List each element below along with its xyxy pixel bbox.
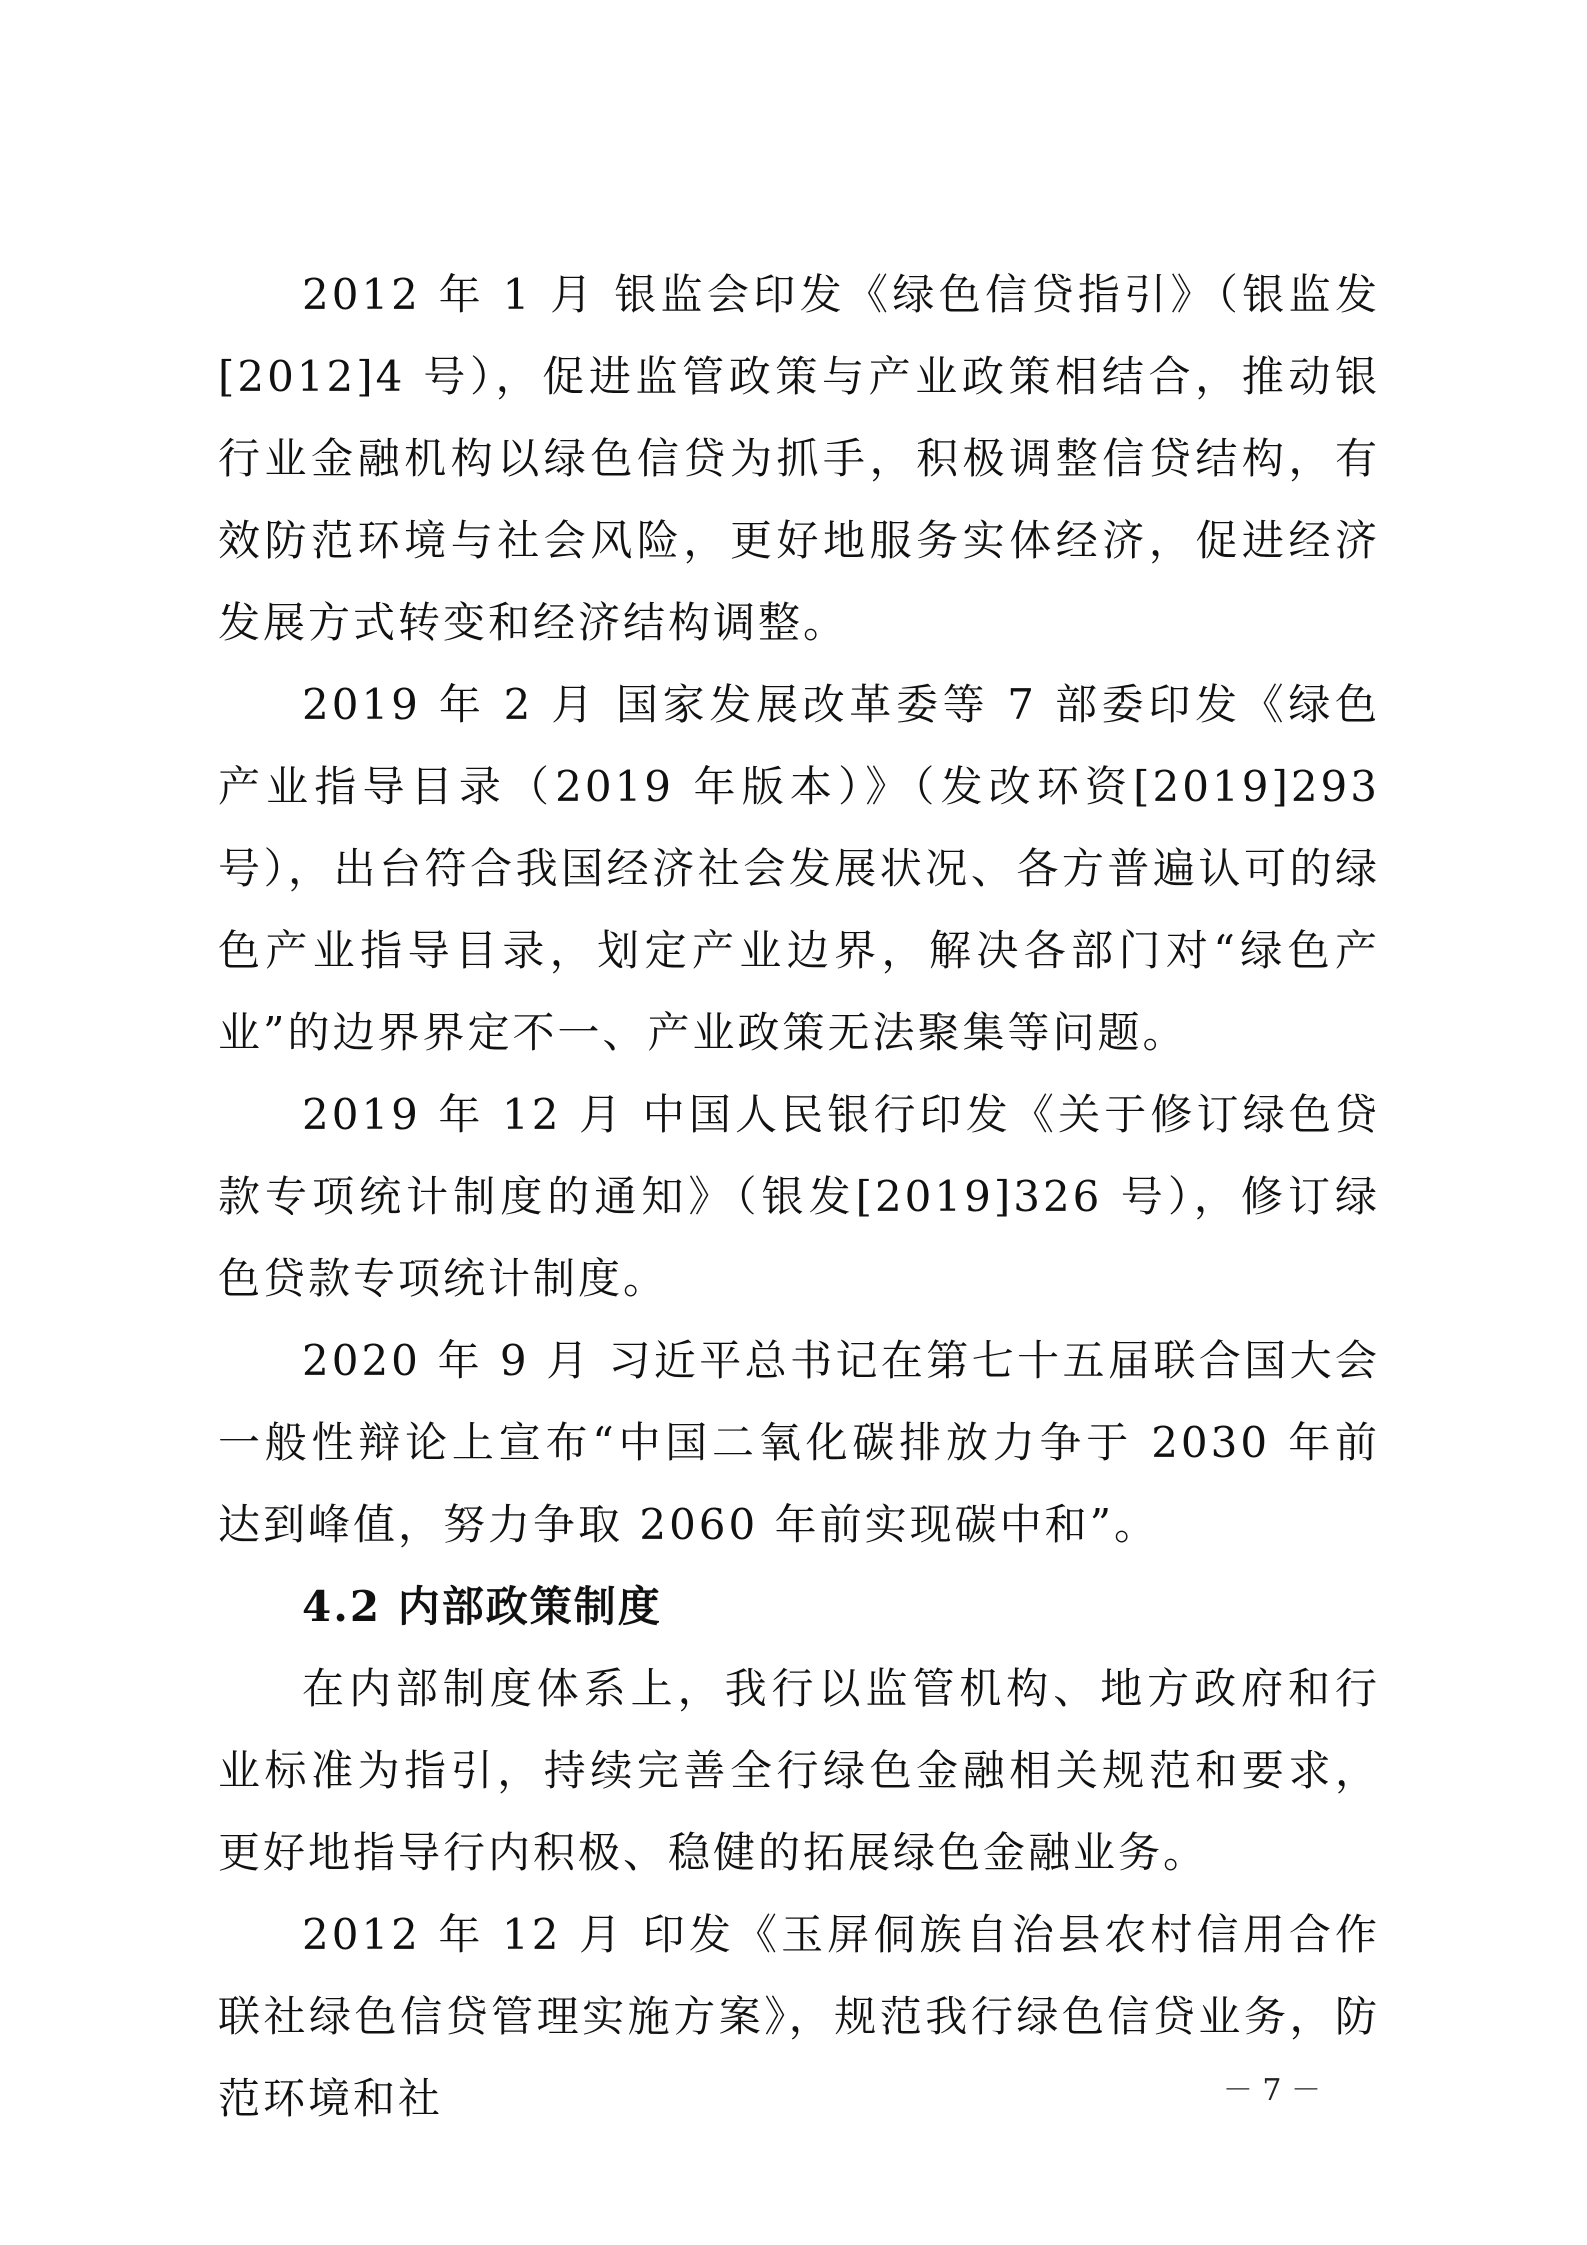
paragraph-internal-system-overview: 在内部制度体系上，我行以监管机构、地方政府和行业标准为指引，持续完善全行绿色金融相关规范和要求，更好地指导行内积极、稳健的拓展绿色金融业务。 xyxy=(218,1664,1380,1877)
paragraph-2012-implementation-plan: 2012 年 12 月 印发《玉屏侗族自治县农村信用合作联社绿色信贷管理实施方案》，规范我行绿色信贷业务，防范环境和社 xyxy=(218,1910,1380,2123)
document-body xyxy=(218,254,1380,2140)
paragraph-2019-green-industry-catalog: 2019 年 2 月 国家发展改革委等 7 部委印发《绿色产业指导目录（2019 年版本）》（发改环资[2019]293 号），出台符合我国经济社会发展状况、各方普遍认可的绿色产业指导目录，划定产业边界，解决各部门对“绿色产业”的边界界定不一、产业政策无法聚集等问题。 xyxy=(218,680,1380,1057)
paragraph-2019-green-loan-statistics: 2019 年 12 月 中国人民银行印发《关于修订绿色贷款专项统计制度的通知》（银发[2019]326 号），修订绿色贷款专项统计制度。 xyxy=(218,1090,1380,1303)
page-number-footer xyxy=(0,2065,1587,2109)
page-number: － 7 － xyxy=(1222,2073,1321,2108)
paragraph-2020-carbon-neutrality: 2020 年 9 月 习近平总书记在第七十五届联合国大会一般性辩论上宣布“中国二氧化碳排放力争于 2030 年前达到峰值，努力争取 2060 年前实现碳中和”。 xyxy=(218,1336,1380,1549)
paragraph-2012-green-credit-guidelines: 2012 年 1 月 银监会印发《绿色信贷指引》（银监发[2012]4 号），促进监管政策与产业政策相结合，推动银行业金融机构以绿色信贷为抓手，积极调整信贷结构，有效防范环境与社会风险，更好地服务实体经济，促进经济发展方式转变和经济结构调整。 xyxy=(218,270,1380,647)
section-heading-internal-policy: 4.2 内部政策制度 xyxy=(302,1582,662,1631)
